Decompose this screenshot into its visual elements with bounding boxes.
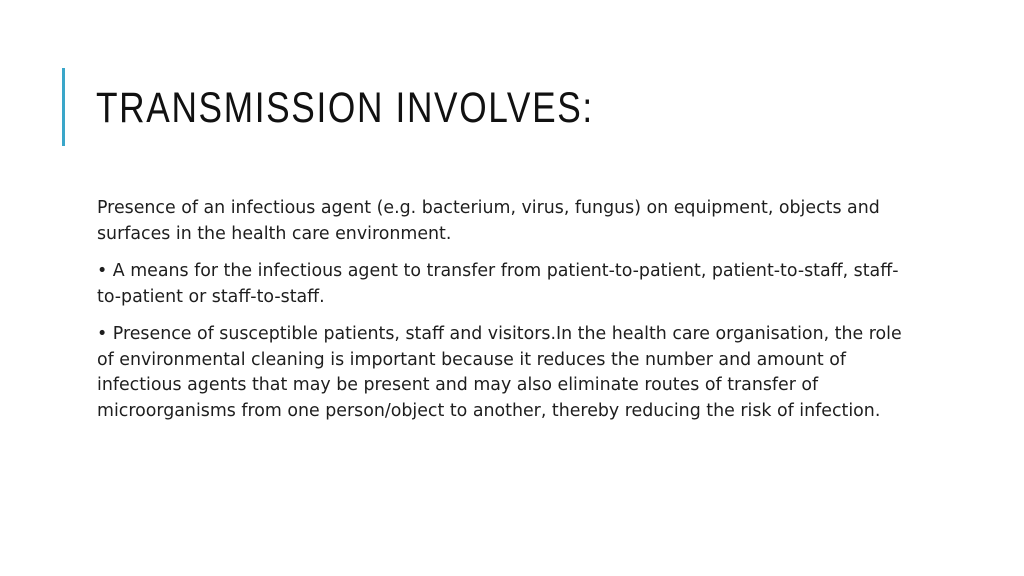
body-paragraph-susceptible: • Presence of susceptible patients, staff and visitors.In the health care organisation, the role of environmental cleaning is important because it reduces the number and amount of infectious agents that may be present and may also eliminate routes of transfer of microorganisms from one person/object to another, thereby reducing the risk of infection. — [97, 324, 902, 421]
slide-title: TRANSMISSION INVOLVES: — [96, 84, 594, 132]
slide-body — [97, 196, 907, 436]
body-paragraph-agent: Presence of an infectious agent (e.g. bacterium, virus, fungus) on equipment, objects and surfaces in the health care environment. — [97, 198, 880, 244]
body-paragraph-means: • A means for the infectious agent to transfer from patient-to-patient, patient-to-staff, staff-to-patient or staff-to-staff. — [97, 261, 899, 307]
title-accent-bar — [62, 68, 65, 146]
